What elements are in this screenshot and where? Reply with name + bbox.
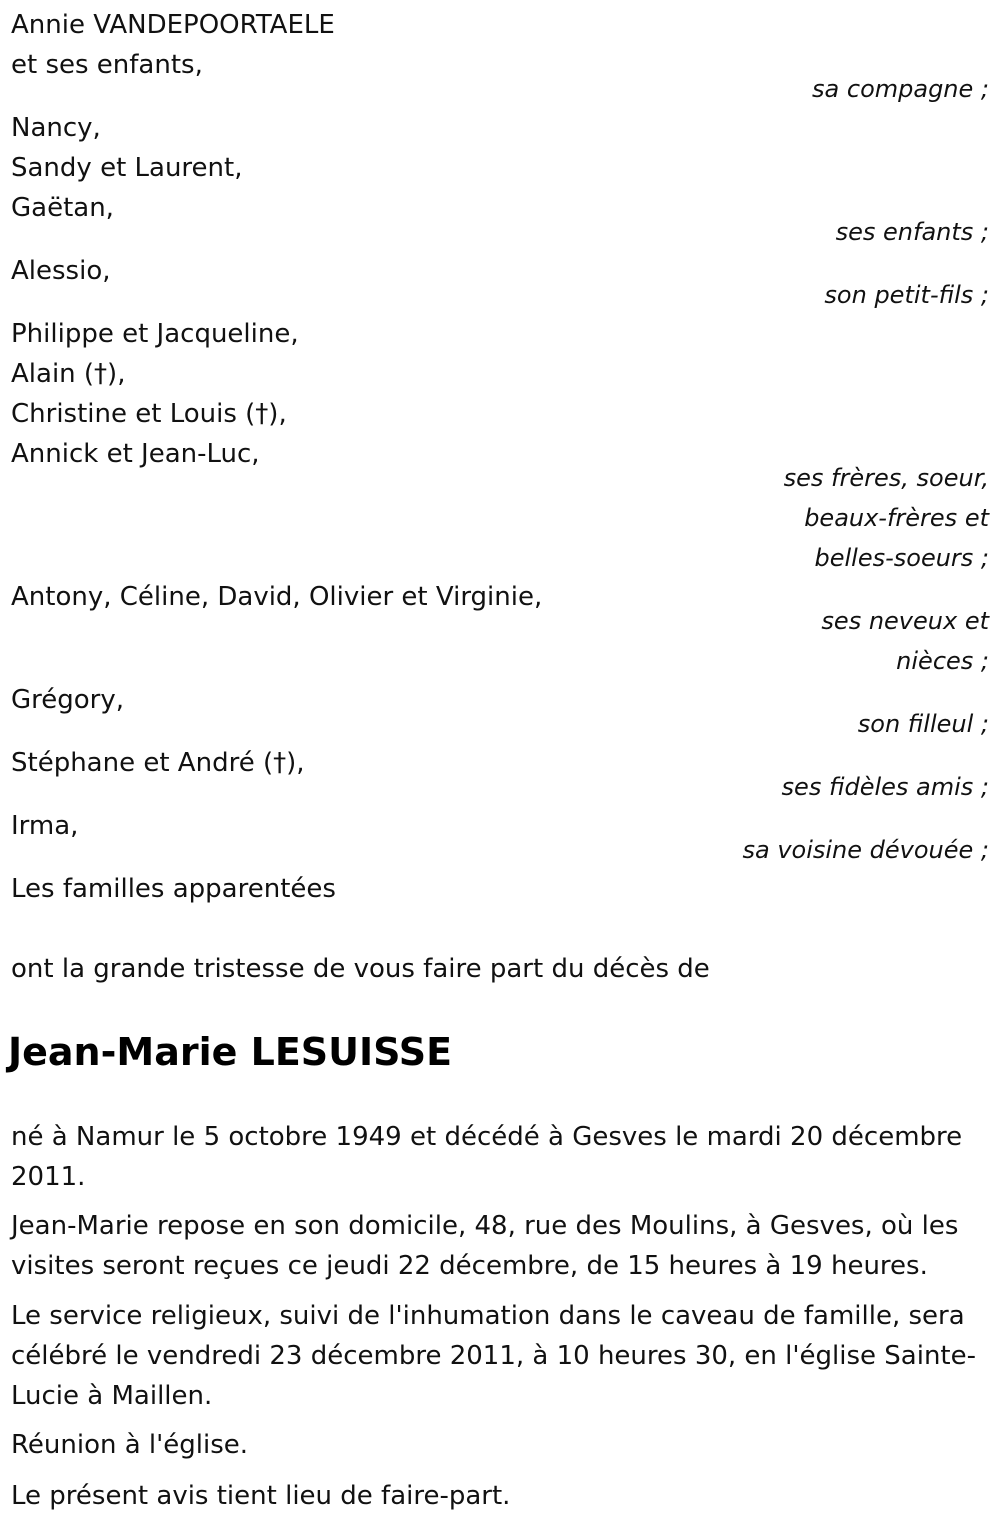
relation-label: sa compagne ;: [812, 75, 989, 103]
relation-label: belles-soeurs ;: [814, 544, 989, 572]
visitation-paragraph: Jean-Marie repose en son domicile, 48, rue des Moulins, à Gesves, où les visites seront reçues ce jeudi 22 décembre, de 15 heures à 19 heures.: [11, 1211, 959, 1281]
family-name-line: Annick et Jean-Luc,: [11, 439, 260, 469]
notice-paragraph: Le présent avis tient lieu de faire-part.: [11, 1481, 511, 1511]
relation-label: beaux-frères et: [804, 504, 989, 532]
birth-death-paragraph: né à Namur le 5 octobre 1949 et décédé à Gesves le mardi 20 décembre 2011.: [11, 1122, 963, 1192]
relation-label: sa voisine dévouée ;: [742, 836, 989, 864]
family-name-line: Alain (†),: [11, 359, 126, 389]
relation-label: ses fidèles amis ;: [781, 773, 989, 801]
family-name-line: Antony, Céline, David, Olivier et Virginie,: [11, 582, 543, 612]
gathering-paragraph: Réunion à l'église.: [11, 1430, 249, 1460]
family-name-line: Nancy,: [11, 113, 101, 143]
relation-label: son filleul ;: [857, 710, 989, 738]
family-name-line: Philippe et Jacqueline,: [11, 319, 299, 349]
family-name-line: Irma,: [11, 811, 79, 841]
deceased-name-heading: Jean-Marie LESUISSE: [8, 1030, 453, 1074]
family-name-line: et ses enfants,: [11, 50, 203, 80]
family-name-line: Christine et Louis (†),: [11, 399, 287, 429]
relation-label: nièces ;: [896, 647, 989, 675]
family-name-line: Annie VANDEPOORTAELE: [11, 10, 335, 40]
family-name-line: Gaëtan,: [11, 193, 114, 223]
relation-label: ses enfants ;: [835, 218, 989, 246]
extended-family-line: Les familles apparentées: [11, 874, 336, 904]
relation-label: son petit-fils ;: [824, 281, 989, 309]
relation-label: ses frères, soeur,: [783, 464, 989, 492]
family-name-line: Grégory,: [11, 685, 125, 715]
family-name-line: Alessio,: [11, 256, 111, 286]
family-name-line: Sandy et Laurent,: [11, 153, 243, 183]
service-paragraph: Le service religieux, suivi de l'inhumation dans le caveau de famille, sera célébré le vendredi 23 décembre 2011, à 10 heures 30, en l'église Sainte-Lucie à Maillen.: [11, 1301, 977, 1411]
relation-label: ses neveux et: [821, 607, 989, 635]
family-name-line: Stéphane et André (†),: [11, 748, 305, 778]
announcement-line: ont la grande tristesse de vous faire part du décès de: [11, 954, 710, 984]
